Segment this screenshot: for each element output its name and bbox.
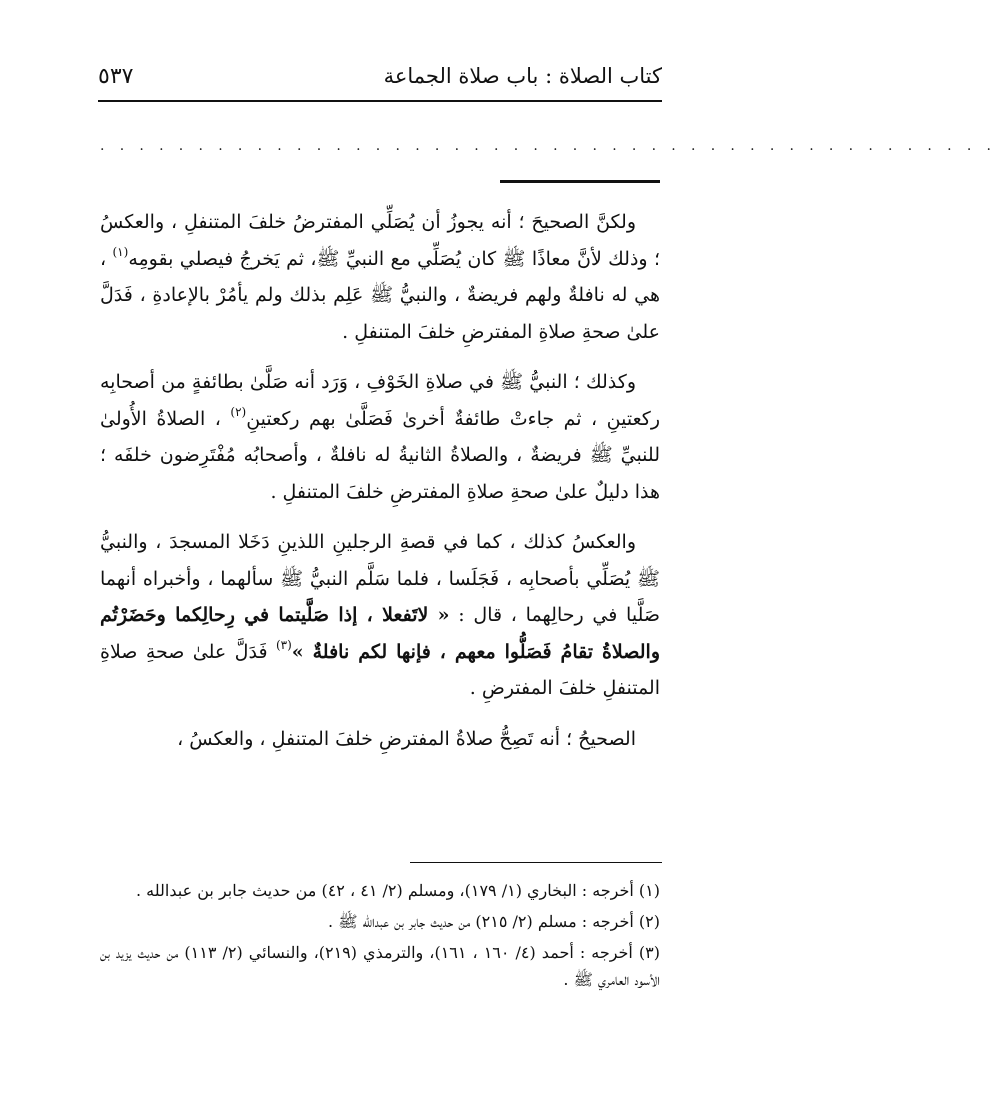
footnote-ref-1[interactable]: (١) (112, 244, 129, 259)
page-number: ٥٣٧ (98, 64, 134, 89)
paragraph-2-text-b: ، الصلاةُ الأُولىٰ للنبيِّ ﷺ فريضةٌ ، والصلاةُ الثانيةُ له نافلةٌ ، وأصحابُه مُفْتَرِضون خلفَه ؛ هذا دليلٌ علىٰ صحةِ صلاةِ المفترضِ خلفَ المتنفلِ . (100, 407, 660, 503)
paragraph-4: الصحيحُ ؛ أنه تَصِحُّ صلاةُ المفترضِ خلفَ المتنفلِ ، والعكسُ ، (177, 727, 636, 750)
footnote-3: (٣) أخرجه : أحمد (٤/ ١٦٠ ، ١٦١)، والترمذي (٢١٩)، والنسائي (٢/ ١١٣) من حديث يزيد بن الأسود العامري ﷺ . (100, 943, 660, 989)
header-rule (98, 100, 662, 102)
omission-dots: . . . . . . . . . . . . . . . . . . . . . . . . . . . . . . . . . . . . . . . . . . . . . . (100, 138, 996, 154)
paragraph-3-text-b: فَدَلَّ علىٰ صحةِ صلاةِ المتنفلِ خلفَ المفترضِ . (100, 640, 660, 699)
paragraph-2-text-a: وكذلك ؛ النبيُّ ﷺ في صلاةِ الخَوْفِ ، وَرَد أنه صَلَّىٰ بطائفةٍ من أصحابِه ركعتينِ ، ثم جاءتْ طائفةٌ أخرىٰ فَصَلَّىٰ بهم ركعتينِ (100, 371, 661, 430)
footnote-1: (١) أخرجه : البخاري (١/ ١٧٩)، ومسلم (٢/ ٤١ ، ٤٢) من حديث جابر بن عبدالله . (136, 881, 660, 900)
chapter-title: كتاب الصلاة : باب صلاة الجماعة (383, 64, 662, 88)
paragraph-3-text-a: والعكسُ كذلك ، كما في قصةِ الرجلينِ اللذينِ دَخَلا المسجدَ ، والنبيُّ ﷺ يُصَلِّي بأصحابِه ، فَجَلَسا ، فلما سَلَّم النبيُّ ﷺ سألهما ، وأخبراه أنهما صَلَّيا في رحالِهما ، قال : (100, 531, 660, 626)
paragraph-2 (100, 364, 660, 510)
paragraph-1-text-a: ولكنَّ الصحيحَ ؛ أنه يجوزُ أن يُصَلِّي المفترضُ خلفَ المتنفلِ ، والعكسُ ؛ وذلك لأنَّ معاذًا ﷺ كان يُصَلِّي مع النبيِّ ﷺ، ثم يَخرجُ فيصلي بقومِه (100, 211, 660, 270)
paragraph-1 (100, 204, 660, 350)
footnote-rule (410, 862, 662, 863)
hadith-quote: « لاتَفعلا ، إذا صَلَّيتما في رِحالِكما وحَضَرْتُم والصلاةُ تقامُ فَصَلُّوا معهم ، فإنها لكم نافلةٌ » (100, 604, 660, 663)
running-header (98, 60, 662, 100)
section-rule (500, 180, 660, 183)
footnote-2: (٢) أخرجه : مسلم (٢/ ٢١٥) من حديث جابر بن عبدالله ﷺ . (328, 912, 660, 931)
body-text (100, 204, 660, 771)
paragraph-1-text-b: ، هي له نافلةٌ ولهم فريضةٌ ، والنبيُّ ﷺ عَلِم بذلك ولم يأمُرْ بالإعادةِ ، فَدَلَّ علىٰ صحةِ صلاةِ المفترضِ خلفَ المتنفلِ . (100, 247, 660, 343)
paragraph-3 (100, 524, 660, 707)
footnote-ref-3[interactable]: (٣) (275, 637, 292, 652)
footnotes (100, 877, 660, 997)
footnote-ref-2[interactable]: (٢) (230, 404, 247, 419)
